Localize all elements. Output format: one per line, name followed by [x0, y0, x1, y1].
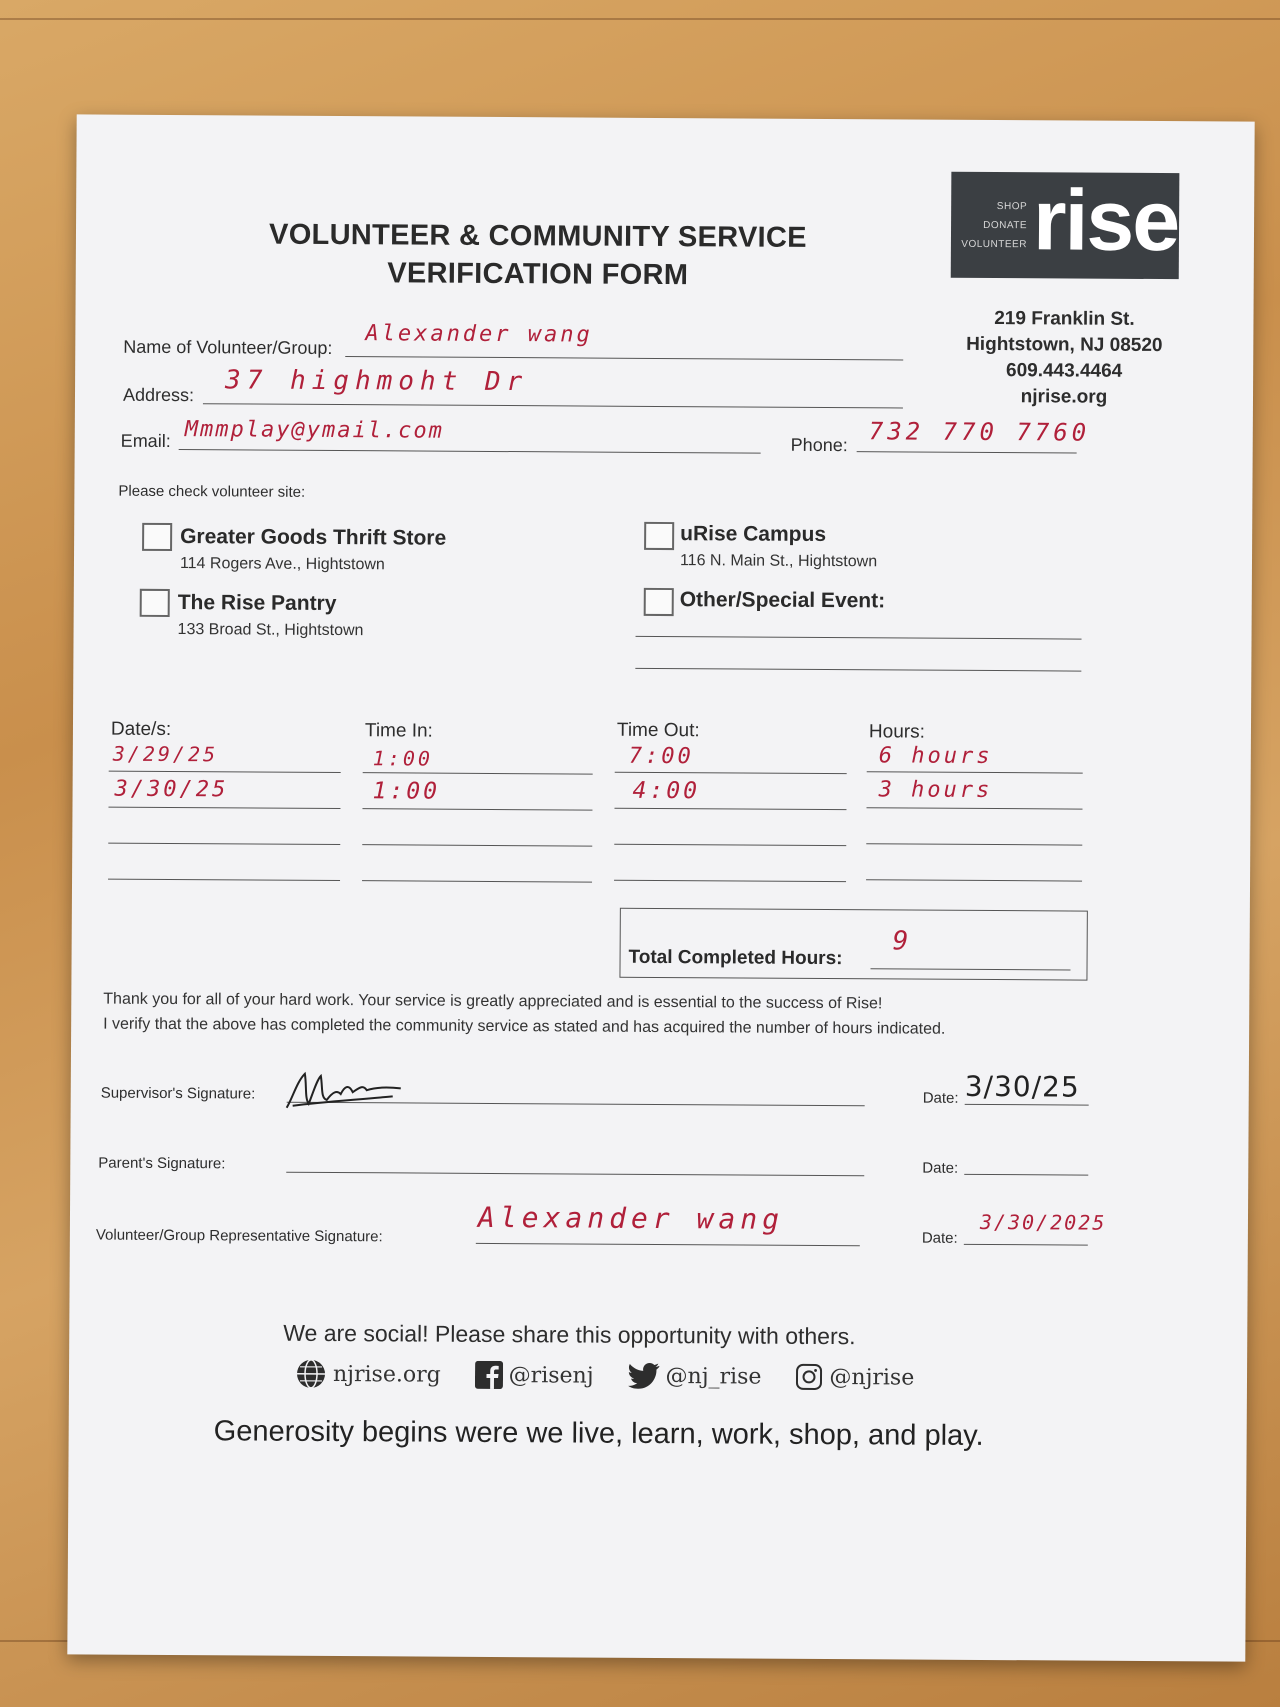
- log-row1-time-in[interactable]: 1:00: [372, 746, 434, 771]
- total-hours-label: Total Completed Hours:: [628, 946, 843, 970]
- parent-date-label: Date:: [922, 1159, 959, 1177]
- log-row4-line[interactable]: [614, 880, 846, 882]
- phone-label: Phone:: [790, 434, 848, 456]
- log-row2-line: [866, 807, 1082, 809]
- twitter-icon: [627, 1362, 659, 1390]
- verification-statement: [103, 987, 1103, 1043]
- social-heading: We are social! Please share this opportunity with others.: [283, 1319, 856, 1350]
- social-twitter-text: @nj_rise: [665, 1363, 762, 1390]
- social-link-facebook[interactable]: [475, 1359, 594, 1392]
- urise-campus-name: uRise Campus: [680, 522, 827, 547]
- representative-date-line: [964, 1244, 1088, 1246]
- organization-address-block: [940, 306, 1189, 412]
- rise-pantry-name: The Rise Pantry: [177, 591, 337, 616]
- log-row1-line: [109, 771, 341, 773]
- urise-campus-checkbox[interactable]: [644, 522, 674, 550]
- globe-icon: [295, 1358, 327, 1390]
- greater-goods-address: 114 Rogers Ave., Hightstown: [179, 555, 385, 574]
- other-event-name: Other/Special Event:: [679, 588, 886, 613]
- logo-brand: rise: [1032, 172, 1179, 270]
- log-row3-line[interactable]: [362, 844, 592, 846]
- time-out-header: Time Out:: [616, 719, 700, 742]
- phone-line: [857, 451, 1077, 453]
- logo-donate: DONATE: [983, 219, 1028, 231]
- supervisor-signature-label: Supervisor's Signature:: [100, 1084, 256, 1103]
- parent-signature-label: Parent's Signature:: [98, 1154, 226, 1173]
- phone-field[interactable]: 732 770 7760: [868, 417, 1091, 447]
- log-row2-time-out[interactable]: 4:00: [632, 777, 701, 805]
- form-title: [228, 215, 848, 295]
- log-row2-line: [362, 808, 592, 810]
- site-prompt: Please check volunteer site:: [118, 482, 306, 501]
- rise-pantry-address: 133 Broad St., Hightstown: [177, 621, 364, 640]
- org-street: 219 Franklin St.: [994, 308, 1135, 330]
- name-label: Name of Volunteer/Group:: [123, 336, 333, 358]
- form-title-line2: VERIFICATION FORM: [387, 257, 689, 292]
- time-in-header: Time In:: [364, 720, 433, 742]
- log-row2-date[interactable]: 3/30/25: [114, 776, 229, 803]
- verify-line: I verify that the above has completed the community service as stated and has acquired the number of hours indicated.: [103, 1015, 946, 1038]
- parent-signature-line[interactable]: [286, 1172, 864, 1177]
- instagram-icon: [795, 1363, 823, 1391]
- log-row4-line[interactable]: [866, 879, 1082, 881]
- total-hours-box: [619, 908, 1087, 981]
- org-website: njrise.org: [1020, 386, 1108, 408]
- social-link-instagram[interactable]: [795, 1361, 914, 1394]
- representative-date-field[interactable]: 3/30/2025: [979, 1209, 1107, 1235]
- log-row4-line[interactable]: [108, 879, 340, 881]
- table-seam: [0, 18, 1280, 20]
- supervisor-date-field[interactable]: 3/30/25: [964, 1069, 1080, 1104]
- email-label: Email:: [120, 430, 171, 451]
- rise-pantry-checkbox[interactable]: [140, 589, 170, 617]
- representative-signature-field[interactable]: Alexander wang: [477, 1200, 785, 1236]
- log-row1-date[interactable]: 3/29/25: [112, 741, 219, 767]
- logo-shop: SHOP: [996, 200, 1028, 212]
- other-event-line-2: [635, 668, 1081, 672]
- representative-signature-label: Volunteer/Group Representative Signature:: [95, 1226, 383, 1246]
- log-row2-hours[interactable]: 3 hours: [878, 777, 993, 804]
- supervisor-date-line: [965, 1104, 1089, 1106]
- urise-campus-address: 116 N. Main St., Hightstown: [679, 552, 878, 571]
- greater-goods-name: Greater Goods Thrift Store: [180, 525, 447, 550]
- footer-tagline: Generosity begins were we live, learn, work, shop, and play.: [213, 1415, 984, 1452]
- log-row4-line[interactable]: [362, 880, 592, 882]
- name-field[interactable]: Alexander wang: [365, 321, 593, 348]
- social-link-website[interactable]: [295, 1358, 441, 1391]
- log-row1-line: [867, 771, 1083, 773]
- representative-signature-line: [476, 1243, 860, 1246]
- log-row1-hours[interactable]: 6 hours: [878, 743, 993, 770]
- log-row2-line: [108, 807, 340, 809]
- social-website-text: njrise.org: [332, 1361, 441, 1388]
- representative-date-label: Date:: [921, 1229, 958, 1247]
- address-field[interactable]: 37 highmoht Dr: [225, 365, 529, 398]
- log-row3-line[interactable]: [866, 843, 1082, 845]
- hours-header: Hours:: [868, 721, 925, 743]
- total-hours-field[interactable]: 9: [892, 926, 912, 957]
- verification-form-sheet: [67, 114, 1254, 1661]
- rise-logo: [951, 172, 1180, 279]
- social-facebook-text: @risenj: [508, 1362, 594, 1389]
- social-links: [295, 1358, 914, 1394]
- form-title-line1: VOLUNTEER & COMMUNITY SERVICE: [269, 218, 807, 254]
- log-row1-line: [615, 772, 847, 774]
- supervisor-date-label: Date:: [922, 1089, 959, 1107]
- name-line: [345, 356, 903, 360]
- email-line: [179, 449, 761, 454]
- facebook-icon: [475, 1361, 503, 1389]
- log-row3-line[interactable]: [614, 844, 846, 846]
- org-phone: 609.443.4464: [1005, 360, 1123, 382]
- log-row2-line: [614, 808, 846, 810]
- log-row1-time-out[interactable]: 7:00: [628, 743, 694, 770]
- social-instagram-text: @njrise: [829, 1364, 915, 1391]
- social-link-twitter[interactable]: [627, 1360, 761, 1393]
- other-event-line-1: [636, 636, 1082, 640]
- other-event-checkbox[interactable]: [644, 588, 674, 616]
- address-label: Address:: [122, 384, 195, 406]
- log-row2-time-in[interactable]: 1:00: [372, 778, 441, 805]
- dates-header: Date/s:: [110, 718, 172, 741]
- org-city: Hightstown, NJ 08520: [966, 333, 1163, 357]
- email-field[interactable]: Mmmplay@ymail.com: [184, 417, 445, 444]
- total-hours-line: [871, 968, 1071, 970]
- greater-goods-checkbox[interactable]: [142, 523, 172, 551]
- parent-date-line[interactable]: [964, 1174, 1088, 1176]
- log-row1-line: [363, 772, 593, 774]
- thanks-line: Thank you for all of your hard work. Your service is greatly appreciated and is essential to the success of Rise!: [103, 990, 883, 1013]
- logo-volunteer: VOLUNTEER: [961, 238, 1027, 250]
- logo-tagline: [951, 196, 1033, 253]
- log-row3-line[interactable]: [108, 843, 340, 845]
- supervisor-signature-scribble[interactable]: [283, 1068, 413, 1115]
- address-line: [203, 403, 903, 408]
